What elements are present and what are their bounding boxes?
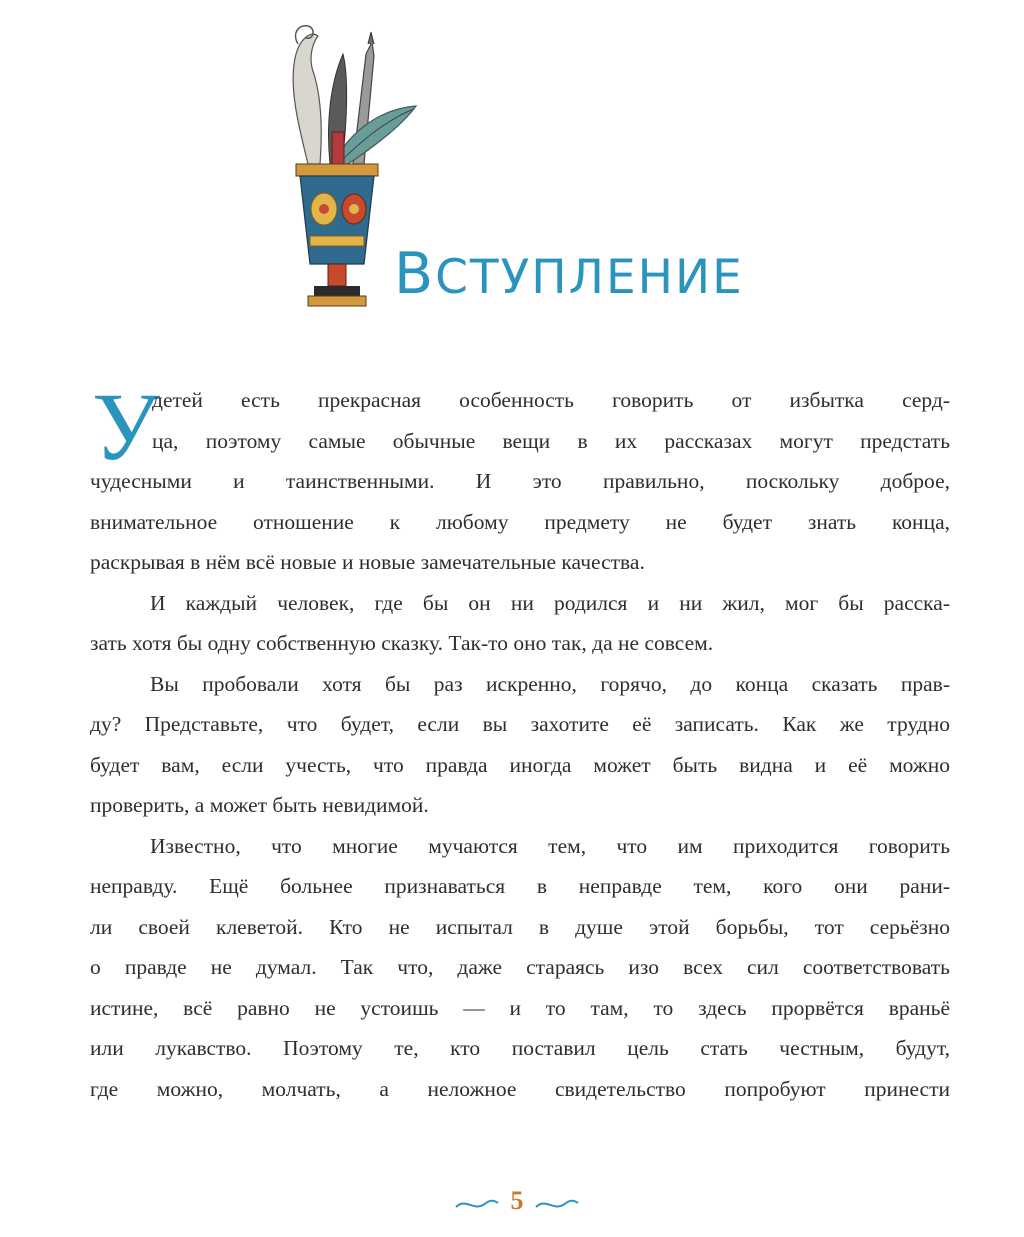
text-line: Известно, что многие мучаются тем, что им приходится говорить [150,833,950,858]
text-line: И каждый человек, где бы он ни родился и ни жил, мог бы расска- [150,590,950,615]
page-title [394,241,744,307]
text-line: зать хотя бы одну собственную сказку. Так-то оно так, да не совсем. [90,631,714,655]
text-line: неправду. Ещё больнее признаваться в неправде тем, кого они рани- [90,874,950,898]
text-line: ца, поэтому самые обычные вещи в их рассказах могут предстать [152,428,950,453]
text-line: ду? Представьте, что будет, если вы захотите её записать. Как же трудно [90,712,950,736]
page-footer [452,1183,582,1219]
text-line: проверить, а может быть невидимой. [90,793,429,817]
text-line: ли своей клеветой. Кто не испытал в душе этой борьбы, тот серьёзно [90,914,950,939]
text-line: будет вам, если учесть, что правда иногда может быть видна и её можно [90,752,950,777]
text-line: или лукавство. Поэтому те, кто поставил цель стать честным, будут, [90,1036,950,1060]
text-line: раскрывая в нём всё новые и новые замечательные качества. [90,550,645,574]
drop-cap-text: У [92,373,160,480]
page-number: 5 [510,1186,524,1215]
title-initial: В [394,241,436,307]
text-line: где можно, молчать, а неложное свидетельство попробуют принести [90,1076,950,1101]
title-rest: СТУПЛЕНИЕ [435,250,744,305]
text-line: чудесными и таинственными. И это правильно, поскольку доброе, [90,469,950,493]
text-line: детей есть прекрасная особенность говорить от избытка серд- [152,388,950,412]
text-line: внимательное отношение к любому предмету не будет знать конца, [90,509,950,534]
text-line: Вы пробовали хотя бы раз искренно, горячо, до конца сказать прав- [150,671,950,696]
text-line: о правде не думал. Так что, даже стараясь изо всех сил соответствовать [90,955,950,979]
text-line: истине, всё равно не устоишь — и то там, то здесь прорвётся враньё [90,995,950,1020]
body-text [90,380,950,1109]
